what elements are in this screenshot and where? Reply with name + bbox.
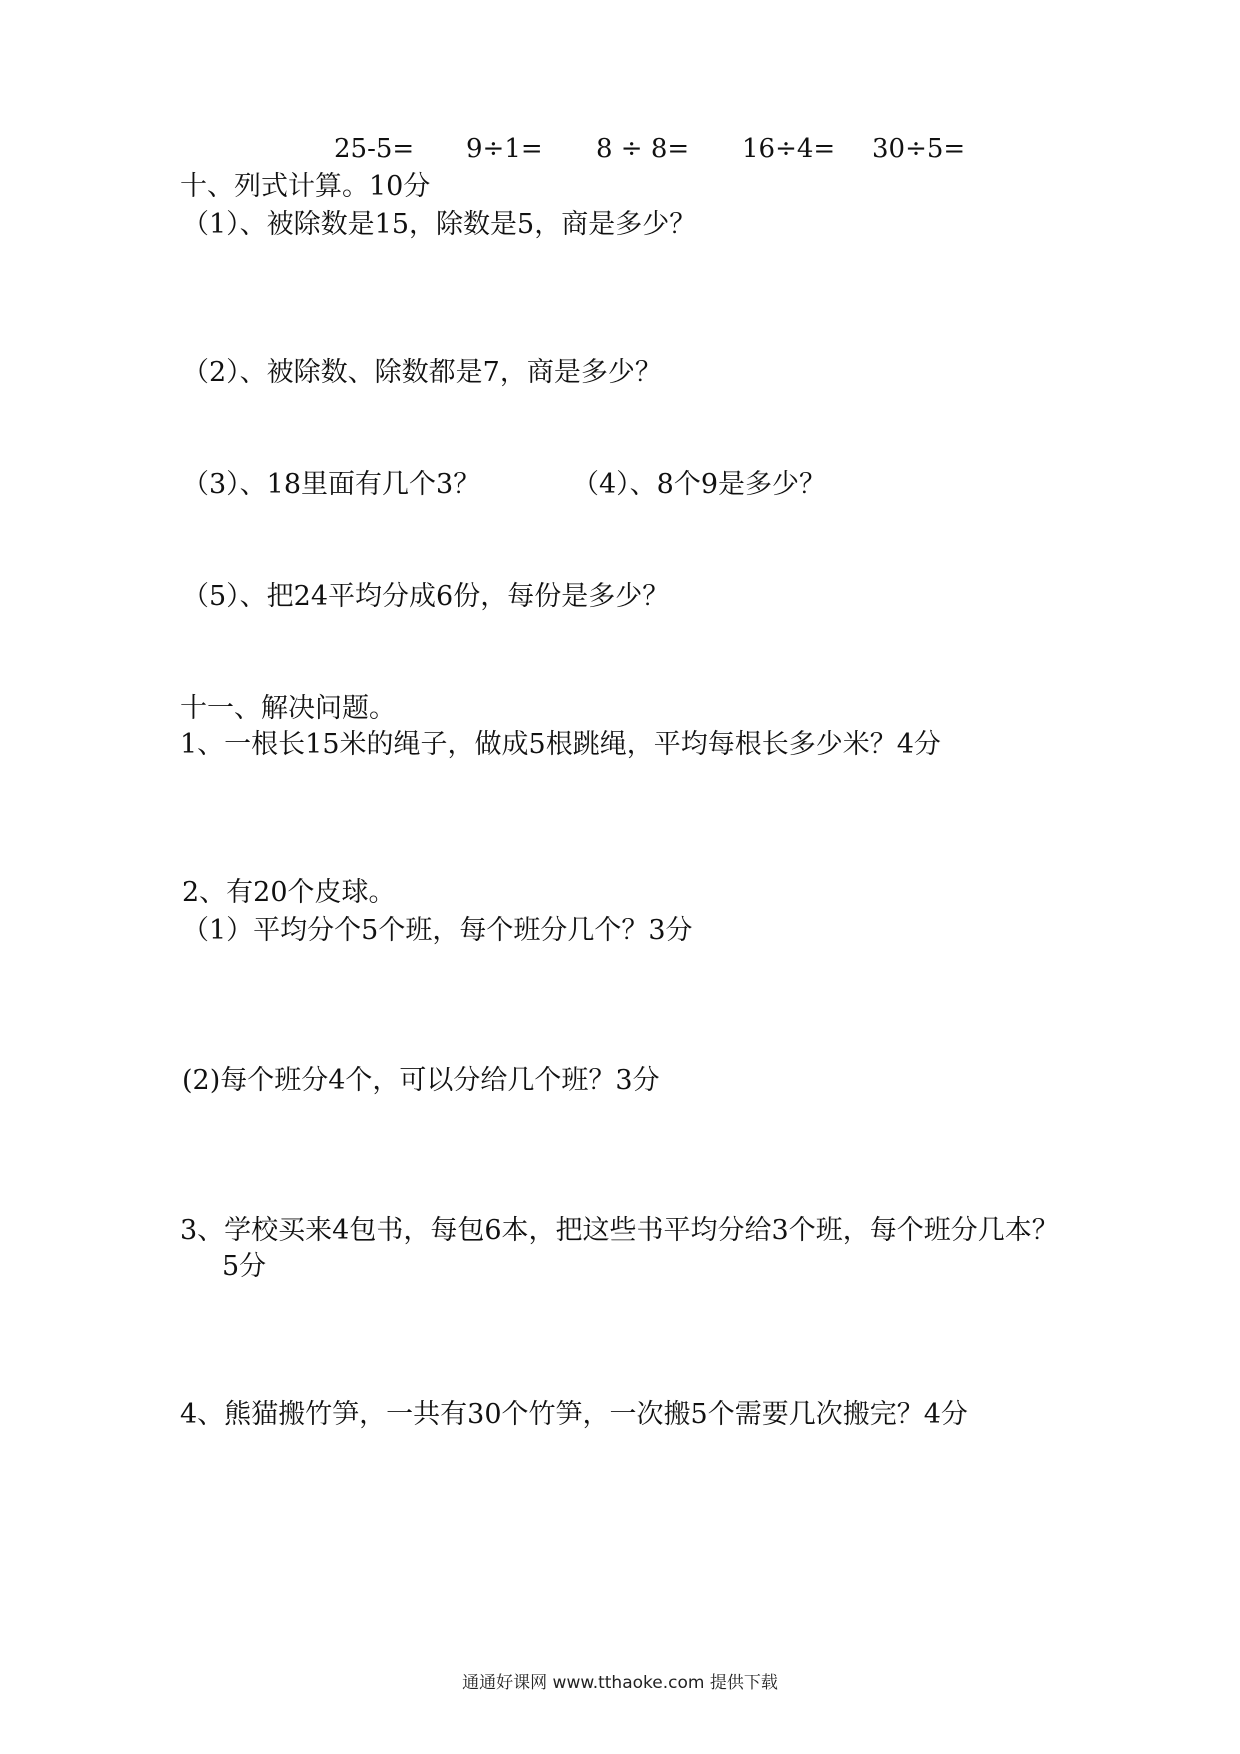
oral-calc-item-4: 16÷4=: [742, 134, 836, 164]
problem-3-line-1: 3、学校买来4包书，每包6本，把这些书平均分给3个班，每个班分几本？: [180, 1215, 1059, 1246]
oral-calc-item-3: 8 ÷ 8=: [596, 134, 690, 164]
problem-2-part-2: (2)每个班分4个，可以分给几个班？3分: [182, 1065, 660, 1096]
section-11-title: 十一、解决问题。: [180, 693, 396, 724]
problem-4: 4、熊猫搬竹笋，一共有30个竹笋，一次搬5个需要几次搬完？4分: [180, 1399, 968, 1430]
oral-calc-item-5: 30÷5=: [872, 134, 966, 164]
oral-calc-item-1: 25-5=: [334, 134, 415, 164]
problem-1: 1、一根长15米的绳子，做成5根跳绳，平均每根长多少米？4分: [180, 729, 941, 760]
footer-credit: 通通好课网 www.tthaoke.com 提供下载: [462, 1673, 778, 1693]
oral-calc-item-2: 9÷1=: [466, 134, 543, 164]
section-10-question-4: （4）、8个9是多少？: [572, 469, 827, 500]
section-10-question-1: （1）、被除数是15，除数是5，商是多少？: [182, 209, 697, 240]
problem-2: 2、有20个皮球。: [182, 877, 396, 908]
section-10-question-2: （2）、被除数、除数都是7，商是多少？: [182, 357, 662, 388]
section-10-title: 十、列式计算。10分: [180, 171, 431, 202]
problem-2-part-1: （1）平均分个5个班，每个班分几个？3分: [182, 915, 693, 946]
section-10-question-3: （3）、18里面有几个3？: [182, 469, 481, 500]
section-10-question-5: （5）、把24平均分成6份，每份是多少？: [182, 581, 670, 612]
problem-3-line-2: 5分: [222, 1251, 267, 1282]
